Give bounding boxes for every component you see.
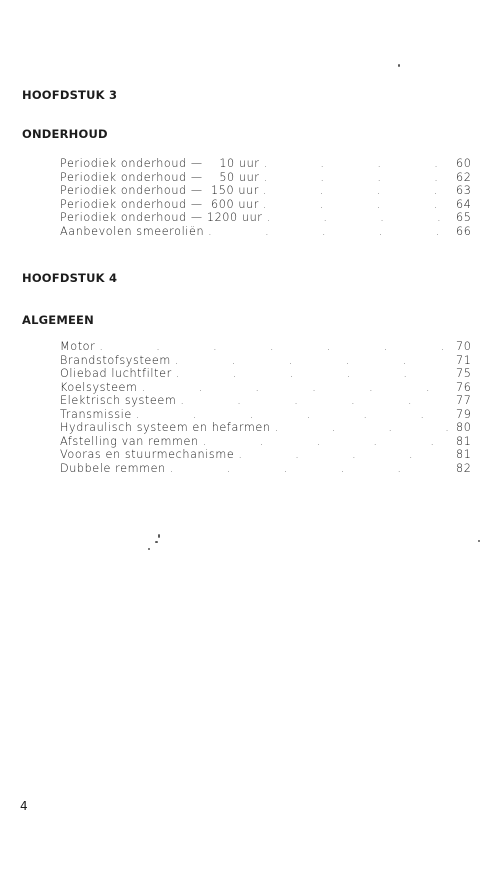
toc-entry-page: 77 xyxy=(456,394,472,407)
toc-entry[interactable] xyxy=(60,462,470,476)
toc-entry-page: 66 xyxy=(456,224,472,238)
toc-entry-title: Afstelling van remmen xyxy=(60,434,199,448)
toc-entry-page: 82 xyxy=(456,461,472,475)
toc-entry-page: 70 xyxy=(456,340,472,353)
toc-entry-page: 76 xyxy=(456,380,472,394)
chapter-4-label: HOOFDSTUK 4 xyxy=(22,271,118,285)
toc-entry[interactable] xyxy=(60,448,470,462)
toc-entry-page: 62 xyxy=(456,170,472,184)
leader-dots xyxy=(99,340,452,354)
toc-entry-page: 63 xyxy=(456,184,472,197)
toc-entry[interactable] xyxy=(60,394,470,408)
leader-dots xyxy=(264,157,452,171)
leader-dots xyxy=(180,394,452,408)
leader-dots xyxy=(238,448,452,462)
scan-speck xyxy=(398,64,400,67)
toc-entry-page: 65 xyxy=(456,211,472,224)
leader-dots xyxy=(208,225,452,239)
toc-entry-page: 71 xyxy=(456,353,472,367)
toc-entry-title: Elektrisch systeem xyxy=(60,394,177,407)
section-title-onderhoud: ONDERHOUD xyxy=(22,127,108,141)
toc-entry-page: 81 xyxy=(456,448,472,461)
chapter-3-label: HOOFDSTUK 3 xyxy=(22,88,118,102)
toc-entry[interactable] xyxy=(60,225,470,239)
toc-entry[interactable] xyxy=(60,171,470,185)
toc-entry-title: Aanbevolen smeeroliën xyxy=(60,224,205,238)
leader-dots xyxy=(263,198,452,212)
toc-entry[interactable] xyxy=(60,421,470,435)
leader-dots xyxy=(136,408,452,422)
toc-entry-page: 81 xyxy=(456,434,472,448)
page-number: 4 xyxy=(20,799,28,813)
toc-entry-page: 64 xyxy=(456,197,472,211)
toc-entry-page: 60 xyxy=(456,157,472,170)
toc-entry-page: 80 xyxy=(456,421,472,434)
toc-entry-title: Transmissie xyxy=(60,407,132,421)
leader-dots xyxy=(176,367,452,381)
toc-entry-title: Periodiek onderhoud — 10 uur xyxy=(60,157,260,170)
leader-dots xyxy=(275,421,452,435)
toc-list-onderhoud xyxy=(60,157,470,238)
scan-speck xyxy=(478,540,480,542)
toc-entry[interactable] xyxy=(60,381,470,395)
toc-entry[interactable] xyxy=(60,211,470,225)
scan-speck xyxy=(155,541,158,543)
toc-entry-title: Periodiek onderhoud — 600 uur xyxy=(60,197,259,211)
leader-dots xyxy=(263,184,452,198)
toc-entry-title: Periodiek onderhoud — 1200 uur xyxy=(60,211,263,224)
toc-entry-title: Hydraulisch systeem en hefarmen xyxy=(60,421,271,434)
toc-entry[interactable] xyxy=(60,367,470,381)
scan-speck xyxy=(148,548,150,550)
toc-list-algemeen xyxy=(60,340,470,475)
toc-entry-page: 79 xyxy=(456,407,472,421)
toc-entry-page: 75 xyxy=(456,367,472,380)
toc-entry[interactable] xyxy=(60,354,470,368)
leader-dots xyxy=(170,462,452,476)
toc-entry[interactable] xyxy=(60,435,470,449)
leader-dots xyxy=(142,381,452,395)
toc-entry[interactable] xyxy=(60,157,470,171)
toc-entry-title: Vooras en stuurmechanisme xyxy=(60,448,235,461)
leader-dots xyxy=(175,354,452,368)
scan-speck xyxy=(158,534,160,538)
toc-entry[interactable] xyxy=(60,184,470,198)
toc-entry-title: Dubbele remmen xyxy=(60,461,166,475)
toc-entry-title: Periodiek onderhoud — 150 uur xyxy=(60,184,259,197)
toc-entry-title: Brandstofsysteem xyxy=(60,353,171,367)
leader-dots xyxy=(264,171,452,185)
leader-dots xyxy=(266,211,452,225)
section-title-algemeen: ALGEMEEN xyxy=(22,313,94,327)
leader-dots xyxy=(203,435,452,449)
toc-entry-title: Motor xyxy=(60,340,96,353)
toc-entry[interactable] xyxy=(60,408,470,422)
toc-entry-title: Periodiek onderhoud — 50 uur xyxy=(60,170,260,184)
toc-entry[interactable] xyxy=(60,198,470,212)
toc-entry-title: Koelsysteem xyxy=(60,380,138,394)
toc-entry[interactable] xyxy=(60,340,470,354)
toc-entry-title: Oliebad luchtfilter xyxy=(60,367,172,380)
